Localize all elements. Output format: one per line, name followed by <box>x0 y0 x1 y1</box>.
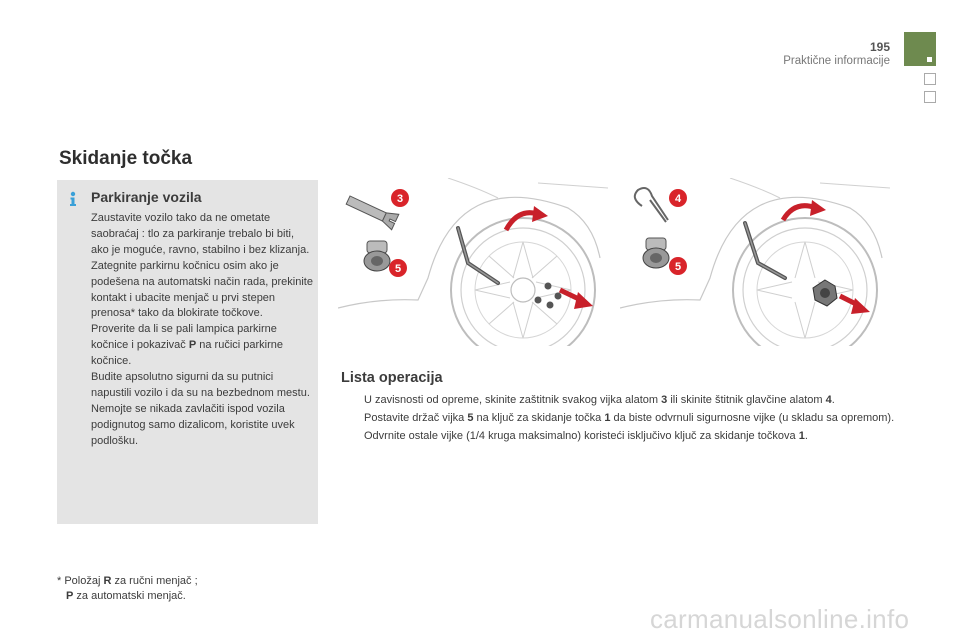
info-box-title: Parkiranje vozila <box>91 189 202 205</box>
indicator-letter: P <box>188 339 197 352</box>
callout-label: 5 <box>394 263 402 275</box>
text-run: Odvrnite ostale vijke (1/4 kruga maksimalno) koristeći isključivo ključ za skidanje točkova <box>364 430 796 442</box>
text-run: za ručni menjač ; <box>114 575 198 587</box>
info-box-text <box>91 211 313 450</box>
text-run: na ručici parkirne kočnice. <box>91 339 284 368</box>
page-title: Skidanje točka <box>59 148 193 169</box>
section-title: Praktične informacije <box>783 55 890 67</box>
callout-label: 4 <box>674 193 682 205</box>
operations-list <box>341 392 901 446</box>
footnote-line <box>57 574 198 589</box>
list-item <box>341 428 901 444</box>
text-run: . <box>831 394 835 406</box>
operations-heading: Lista operacija <box>341 370 443 386</box>
callout-label: 3 <box>396 193 404 205</box>
text-run: Proverite da li se pali lampica parkirne kočnice i pokazivač <box>91 323 277 352</box>
list-item <box>341 392 901 408</box>
tool-number: 5 <box>467 412 474 424</box>
text-run: Postavite držač vijka <box>364 412 465 424</box>
gear-letter: P <box>66 590 74 602</box>
info-paragraph: Nemojte se nikada zavlačiti ispod vozila podignutog samo dizalicom, koristite uvek podlošku. <box>91 402 295 447</box>
text-run: za automatski menjač. <box>76 590 186 602</box>
info-paragraph <box>91 322 313 370</box>
info-paragraph: Budite apsolutno sigurni da su putnici napustili vozilo i da su na bezbednom mestu. <box>91 371 310 399</box>
chapter-tab-active[interactable] <box>904 32 936 66</box>
wheel-drawing <box>620 178 890 346</box>
tool-number: 4 <box>825 394 832 406</box>
text-run: na ključ za skidanje točka <box>476 412 602 424</box>
info-paragraph: Zategnite parkirnu kočnicu osim ako je podešena na automatski način rada, prekinite kontakt i ubacite menjač u prvi stepen prenosa* tako da blokirate točkove. <box>91 259 313 320</box>
page-number: 195 <box>869 40 890 54</box>
text-run: Položaj <box>64 575 101 587</box>
info-paragraph: Zaustavite vozilo tako da ne ometate saobraćaj : tlo za parkiranje trebalo bi biti, ako je moguće, ravno, stabilno i bez klizanja. <box>91 212 310 256</box>
wheel-drawing <box>338 178 608 346</box>
callout-label: 5 <box>674 261 682 273</box>
tool-number: 1 <box>798 430 805 442</box>
tool-number: 3 <box>661 394 668 406</box>
list-item <box>341 410 901 426</box>
text-run: ili skinite štitnik glavčine alatom <box>670 394 823 406</box>
text-run: U zavisnosti od opreme, skinite zaštitnik svakog vijka alatom <box>364 394 659 406</box>
footnote-star: * <box>57 575 62 587</box>
watermark: carmanualsonline.info <box>650 604 910 634</box>
footnote-line <box>57 589 198 604</box>
text-run: . <box>804 430 808 442</box>
text-run: da biste odvrnuli sigurnosne vijke (u skladu sa opremom). <box>613 412 895 424</box>
tab-marker <box>927 57 932 62</box>
gear-letter: R <box>103 575 112 587</box>
wheel-bolt-illustration-left <box>338 178 608 346</box>
info-box <box>57 180 318 524</box>
wheel-bolt-illustration-right <box>620 178 890 346</box>
info-icon <box>65 191 81 207</box>
tool-number: 1 <box>604 412 611 424</box>
footnote <box>57 574 198 604</box>
chapter-tab[interactable] <box>924 91 936 103</box>
chapter-tab[interactable] <box>924 73 936 85</box>
